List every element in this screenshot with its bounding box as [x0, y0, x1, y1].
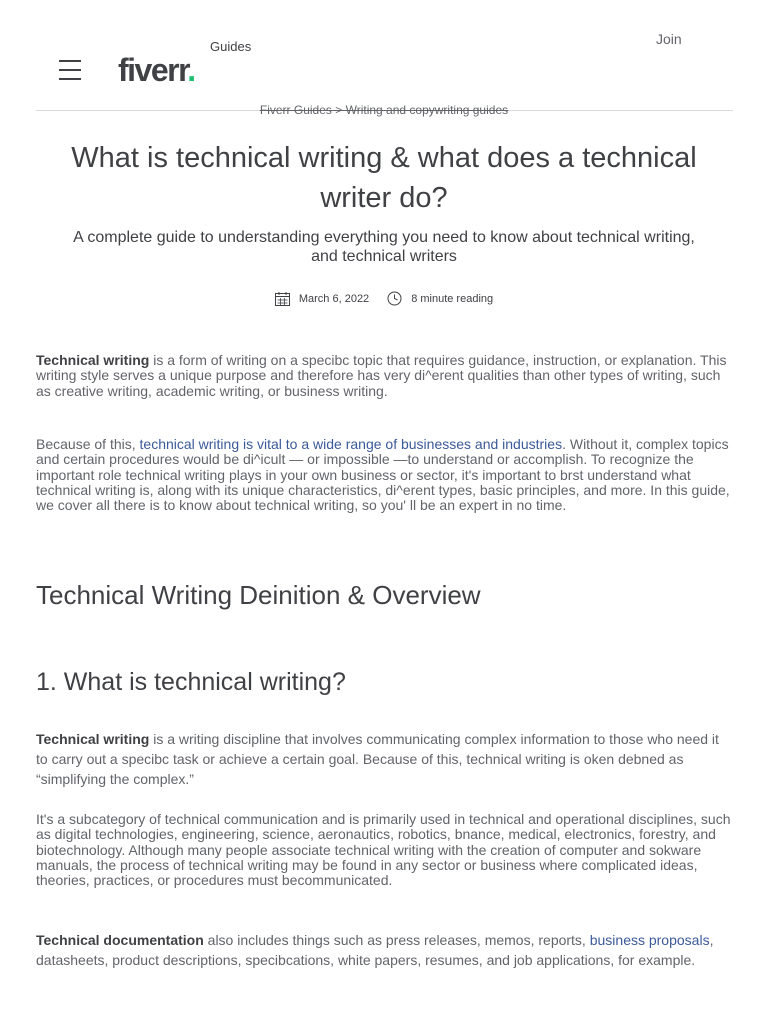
- reading-time-text: 8 minute reading: [411, 292, 494, 305]
- section-1-paragraph-1: [36, 729, 732, 789]
- section-1-paragraph-3-lead: also includes things such as press releases, memos, reports,: [203, 932, 590, 948]
- breadcrumb: [0, 103, 768, 117]
- join-link[interactable]: Join: [656, 31, 682, 47]
- breadcrumb-current-link[interactable]: Writing and copywriting guides: [345, 103, 509, 117]
- section-1-paragraph-3-text: , datasheets, product descriptions, specibcations, white papers, resumes, and job applications, for example.: [36, 932, 714, 968]
- term-technical-writing: Technical writing: [36, 352, 150, 368]
- fiverr-logo[interactable]: [118, 54, 195, 86]
- clock-icon: [387, 291, 402, 306]
- article-subtitle: A complete guide to understanding everything you need to know about technical writing, and technical writers: [73, 229, 695, 265]
- intro-paragraph-2-text: . Without it, complex topics and certain procedures would be di^icult — or impossible —to understand or accomplish. To recognize the important role technical writing plays in your own business or sector, it's important to brst understand what technical writing is, along with its unique characteristics, di^erent types, basic principles, and more. In this guide, we cover all there is to know about technical writing, so you' ll be an expert in no time.: [36, 436, 730, 514]
- hamburger-menu-icon[interactable]: [59, 60, 81, 80]
- menu-bar: [59, 78, 81, 80]
- business-proposals-link[interactable]: business proposals: [589, 932, 710, 948]
- term-technical-documentation: Technical documentation: [36, 932, 204, 948]
- guides-section-label: Guides: [210, 39, 252, 54]
- breadcrumb-root-link[interactable]: Fiverr Guides: [259, 103, 332, 117]
- article-title: What is technical writing & what does a technical writer do?: [71, 142, 697, 214]
- intro-paragraph-2: [36, 437, 732, 513]
- menu-bar: [59, 60, 81, 62]
- section-1-paragraph-3: [36, 930, 732, 970]
- term-technical-writing: Technical writing: [36, 731, 150, 747]
- article-meta: [0, 291, 768, 306]
- section-heading-definition: Technical Writing Deinition & Overview: [36, 580, 481, 610]
- publish-date-text: March 6, 2022: [298, 292, 370, 305]
- section-1-paragraph-1-text: is a writing discipline that involves communicating complex information to those who need it to carry out a specibc task or achieve a certain goal. Because of this, technical writing is oken debned as “simplifying the complex.”: [36, 731, 719, 787]
- publish-date: [275, 292, 369, 306]
- intro-paragraph-1-text: is a form of writing on a specibc topic that requires guidance, instruction, or explanation. This writing style serves a unique purpose and therefore has very di^erent qualities than other types of writing, such as creative writing, academic writing, or business writing.: [36, 352, 727, 399]
- subsection-heading-what-is: 1. What is technical writing?: [36, 668, 346, 696]
- menu-bar: [59, 69, 81, 71]
- breadcrumb-separator: >: [331, 103, 346, 117]
- reading-time: [387, 291, 493, 306]
- technical-writing-importance-link[interactable]: technical writing is vital to a wide range of businesses and industries: [139, 436, 563, 452]
- logo-wordmark: fiverr: [118, 52, 188, 88]
- intro-paragraph-2-lead: Because of this,: [36, 436, 140, 452]
- section-1-paragraph-2: It's a subcategory of technical communication and is primarily used in technical and operational disciplines, such as digital technologies, engineering, science, aeronautics, robotics, bnance, medical, electronics, forestry, and biotechnology. Although many people associate technical writing with the creation of computer and sokware manuals, the process of technical writing may be found in any sector or business where complicated ideas, theories, practices, or procedures must becommunicated.: [36, 811, 731, 889]
- calendar-icon: [275, 292, 290, 306]
- intro-paragraph-1: [36, 353, 732, 399]
- logo-dot: .: [187, 52, 195, 88]
